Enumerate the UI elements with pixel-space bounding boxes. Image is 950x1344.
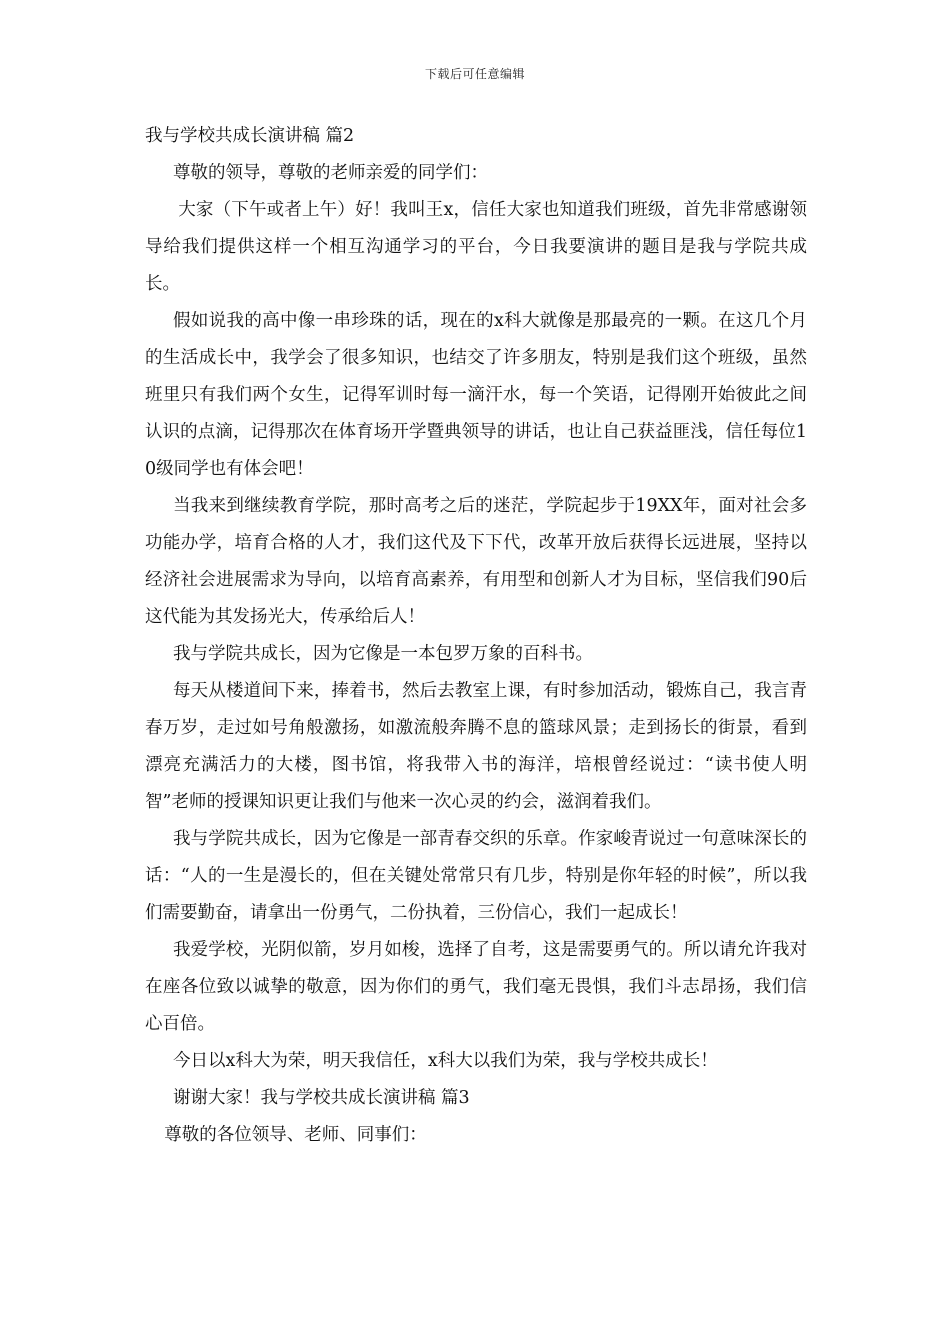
paragraph-college-history: 当我来到继续教育学院，那时高考之后的迷茫，学院起步于19XX年，面对社会多功能办学，培育合格的人才，我们这代及下下代，改革开放后获得长远进展，坚持以经济社会进展需求为导向，以培育高素养，有用型和创新人才为目标，坚信我们90后这代能为其发扬光大，传承给后人！ [145, 496, 807, 627]
paragraph-love-school: 我爱学校，光阴似箭，岁月如梭，选择了自考，这是需要勇气的。所以请允许我对在座各位致以诚挚的敬意，因为你们的勇气，我们毫无畏惧，我们斗志昂扬，我们信心百倍。 [145, 940, 807, 1034]
paragraph-greeting: 大家（下午或者上午）好！我叫王x，信任大家也知道我们班级，首先非常感谢领导给我们提供这样一个相互沟通学习的平台，今日我要演讲的题目是我与学院共成长。 [145, 200, 807, 294]
document-body [145, 118, 807, 1154]
paragraph-salutation-2: 尊敬的各位领导、老师、同事们： [164, 1125, 427, 1145]
page-header: 下载后可任意编辑 [424, 67, 525, 81]
paragraph-pride: 今日以x科大为荣，明天我信任，x科大以我们为荣，我与学校共成长！ [173, 1051, 718, 1071]
paragraph-thanks-next-title: 谢谢大家！我与学校共成长演讲稿 篇3 [173, 1088, 470, 1108]
paragraph-salutation: 尊敬的领导，尊敬的老师亲爱的同学们： [173, 163, 488, 183]
document-title: 我与学校共成长演讲稿 篇2 [145, 126, 355, 146]
paragraph-high-school: 假如说我的高中像一串珍珠的话，现在的x科大就像是那最亮的一颗。在这几个月的生活成长中，我学会了很多知识，也结交了许多朋友，特别是我们这个班级，虽然班里只有我们两个女生，记得军训时每一滴汗水，每一个笑语，记得刚开始彼此之间认识的点滴，记得那次在体育场开学暨典领导的讲话，也让自己获益匪浅，信任每位10级同学也有体会吧！ [145, 311, 807, 479]
paragraph-youth-movement: 我与学院共成长，因为它像是一部青春交织的乐章。作家峻青说过一句意味深长的话：“人的一生是漫长的，但在关键处常常只有几步，特别是你年轻的时候”，所以我们需要勤奋，请拿出一份勇气，二份执着，三份信心，我们一起成长！ [145, 829, 807, 923]
paragraph-encyclopedia: 我与学院共成长，因为它像是一本包罗万象的百科书。 [173, 644, 593, 664]
paragraph-daily-life: 每天从楼道间下来，捧着书，然后去教室上课，有时参加活动，锻炼自己，我言青春万岁，走过如号角般激扬，如激流般奔腾不息的篮球风景；走到扬长的街景，看到漂亮充满活力的大楼，图书馆，将我带入书的海洋，培根曾经说过：“读书使人明智”老师的授课知识更让我们与他来一次心灵的约会，滋润着我们。 [145, 681, 807, 812]
